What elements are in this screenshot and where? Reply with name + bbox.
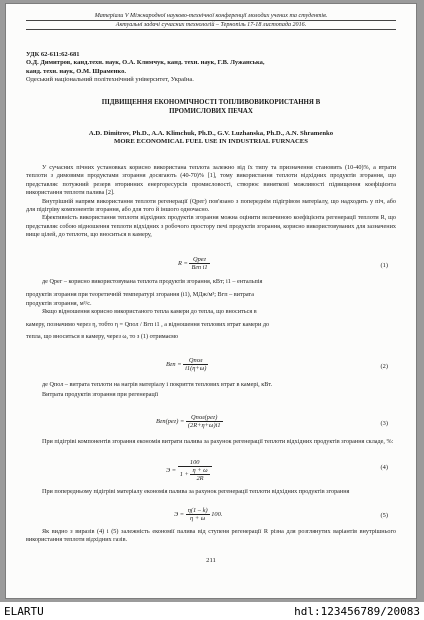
formula-3-denominator: (2R+η+ω)i1 xyxy=(187,422,221,429)
formula-4-numerator: 100 xyxy=(178,459,212,467)
paragraph-9: При підігріві компонентів згорання економія витрати палива за рахунок регенерації теплоти відхідних продуктів згорання складе, %: xyxy=(42,438,394,445)
formula-5-lhs: Э = xyxy=(174,510,185,518)
paragraph-7: де Qпол – витрата теплоти на нагрів матеріалу і покриття теплових втрат в камері, кВт. xyxy=(42,381,273,388)
paragraph-2: Внутрішній напрям використання теплоти регенерації (Qрег) пов'язано з попереднім підігрівом матеріалу, що надходить у піч, або для підігріву компонентів згорання, або для того й іншого одночасно. xyxy=(26,197,396,214)
formula-2 xyxy=(166,357,208,372)
paragraph-10: При попередньому підігріві матеріалу економія палива за рахунок регенерації теплоти відхідних продуктів згорання xyxy=(42,488,350,495)
body-block-2 xyxy=(26,278,396,341)
article-meta xyxy=(26,51,402,85)
formula-4-denominator-one: 1 + xyxy=(179,470,189,478)
formula-5-number: (5) xyxy=(380,512,388,519)
header-line-2: Актуальні задачі сучасних технологій – Тернопіль 17-18 листопада 2016. xyxy=(26,21,396,30)
formula-4-number: (4) xyxy=(380,464,388,471)
paragraph-4a: де Qрег – корисно використовувана теплота продуктів згорання, кВт; i1 – ентальпія xyxy=(42,278,263,285)
body-block-1 xyxy=(26,164,396,240)
paragraph-4b: продуктів згорання при теоретичній температурі згорання (i1), МДж/м³; Вгп – витрата xyxy=(26,291,254,299)
formula-3-lhs: Вгп(рег) = xyxy=(156,417,185,425)
formula-3 xyxy=(156,414,223,429)
footer-repository-name: ELARTU xyxy=(4,605,44,618)
paragraph-1: У сучасних пічних установках корисно використана теплота залежно від їх типу та призначення становить (10-40)%, а втрати теплоти з димовими продуктами згорання досягають (40-70)% [1], тому використання теплоти відхідних продуктів згорання, що представляє потужний резерв вторинних енергоресурсів промисловості, створює виняткові можливості підвищення коефіцієнта використання теплоти палива [2]. xyxy=(26,164,396,197)
paragraph-6b: тепла, що вноситься в камеру, через ω, то з (1) отримаємо xyxy=(26,333,179,341)
formula-5-numerator: η(1 – k) xyxy=(187,507,208,514)
formula-1-denominator: Вгп i1 xyxy=(191,264,208,271)
body-block-4 xyxy=(26,438,396,446)
formula-4-inner-denominator: 2R xyxy=(196,475,204,482)
title-ua-line-1: ПІДВИЩЕННЯ ЕКОНОМІЧНОСТІ ТОПЛИВОВИКОРИСТАННЯ В xyxy=(101,99,321,106)
formula-2-numerator: Qпол xyxy=(183,357,208,365)
formula-5 xyxy=(174,507,222,522)
repository-footer xyxy=(0,602,424,620)
formula-1-numerator: Qрег xyxy=(189,256,209,264)
formula-1-lhs: R = xyxy=(178,259,188,267)
formula-4-lhs: Э = xyxy=(166,466,177,474)
formula-1-number: (1) xyxy=(380,262,388,269)
paragraph-8: Витрата продуктів згорання при регенерації xyxy=(42,391,159,399)
authors-ua-line-1: О.Д. Димитров, канд.техн. наук, О.А. Климчук, канд. техн. наук, Г.В. Лужанська, xyxy=(26,59,265,67)
formula-4 xyxy=(166,459,212,482)
paragraph-6a: камеру, позначимо через η, тобто η = Qпол / Вгп i1 , а відношення теплових втрат камери до xyxy=(26,320,270,328)
body-block-3 xyxy=(26,381,396,400)
paragraph-3: Ефективність використання теплоти відхідних продуктів згорання можна оцінити величиною коефіцієнта регенерації теплоти R, що представляє собою відношення теплоти відхідних з робочого простору печі продуктів згорання, корисно використовуваних для зазначених вище цілей, до теплоти, що вноситься в камеру, xyxy=(26,214,396,239)
formula-3-number: (3) xyxy=(380,420,388,427)
body-block-6 xyxy=(26,528,396,545)
page-number: 211 xyxy=(206,557,216,564)
formula-2-number: (2) xyxy=(380,363,388,370)
header-line-1: Матеріали V Міжнародної науково-технічної конференції молодих учених та студентів. xyxy=(26,12,396,21)
title-ua xyxy=(36,99,386,116)
paragraph-4c: продуктів згорання, м³/с. xyxy=(26,299,92,307)
formula-1 xyxy=(178,256,210,271)
paragraph-5: Якщо відношення корисно використаного тепла камери до тепла, що вноситься в xyxy=(42,308,257,316)
authors-en: A.D. Dimitrov, Ph.D., A.A. Klimchuk, Ph.D., G.V. Luzhanska, Ph.D., A.N. Shramenko xyxy=(88,130,334,137)
authors-ua-line-2: канд. техн. наук, О.М. Шраменко. xyxy=(26,67,126,75)
formula-2-denominator: i1(η+ω) xyxy=(185,365,207,372)
authors-title-en xyxy=(36,130,386,147)
paragraph-11: Як видно з виразів (4) і (5) залежність економії палива від ступеня регенерації R різна для розглянутих варіантів внутрішнього використання теплоти відхідних газів. xyxy=(26,528,396,544)
title-en: MORE ECONOMICAL FUEL USE IN INDUSTRIAL FURNACES xyxy=(114,138,308,146)
formula-5-denominator: η + ω xyxy=(190,515,206,522)
footer-handle: hdl:123456789/20083 xyxy=(294,605,420,618)
udk-code: УДК 62-611:62-681 xyxy=(26,51,80,58)
conference-header xyxy=(26,12,396,30)
formula-3-numerator: Qпол(рег) xyxy=(186,414,223,422)
body-block-5 xyxy=(26,488,396,496)
formula-4-inner-numerator: η + ω xyxy=(192,467,208,474)
paper-page xyxy=(6,4,416,598)
affiliation: Одеський національний політехнічний університет, Україна. xyxy=(26,76,194,84)
title-ua-line-2: ПРОМИСЛОВИХ ПЕЧАХ xyxy=(169,107,253,115)
formula-2-lhs: Вгп = xyxy=(166,360,182,368)
formula-5-tail: 100. xyxy=(211,510,223,518)
